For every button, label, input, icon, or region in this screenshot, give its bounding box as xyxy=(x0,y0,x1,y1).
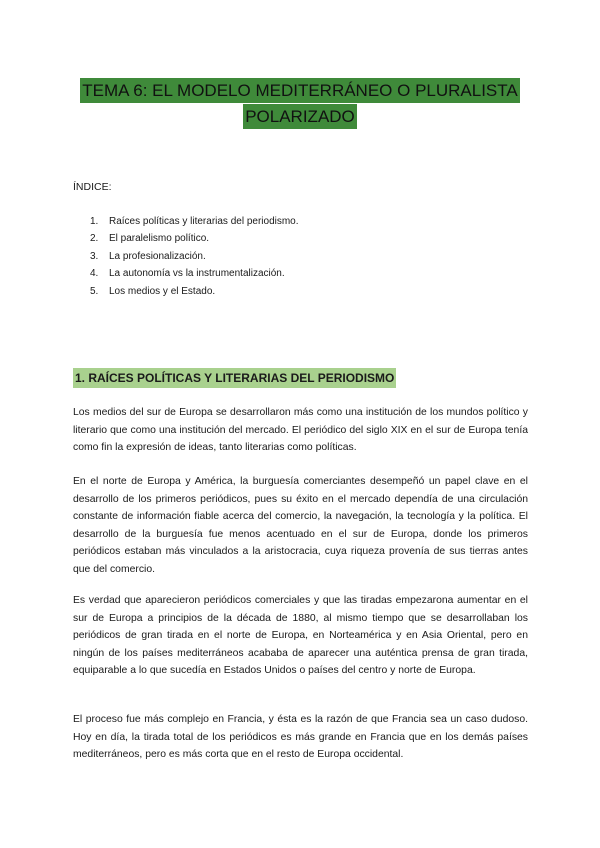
index-item: 2. El paralelismo político. xyxy=(90,233,210,245)
index-item: 3. La profesionalización. xyxy=(90,250,206,262)
index-list xyxy=(73,213,533,300)
paragraph: En el norte de Europa y América, la burguesía comerciantes desempeñó un papel clave en el desarrollo de los primeros periódicos, pues su éxito en el mercado dependía de una circulación constante de información fiable acerca del comercio, la navegación, la tecnología y la política. El desarrollo de la burguesía fue menos acentuado en el sur de Europa, donde los primeros periódicos estaban más vinculados a la aristocracia, cuya riqueza provenía de sus tierras antes que del comercio. xyxy=(73,476,528,575)
section-heading xyxy=(73,368,396,388)
index-item: 5. Los medios y el Estado. xyxy=(90,285,216,297)
paragraph: El proceso fue más complejo en Francia, y ésta es la razón de que Francia sea un caso dudoso. Hoy en día, la tirada total de los periódicos es más grande en Francia que en los demás países mediterráneos, pero es más corta que en el resto de Europa occidental. xyxy=(73,714,528,760)
paragraph: Es verdad que aparecieron periódicos comerciales y que las tiradas empezarona aumentar en el sur de Europa a principios de la década de 1880, al mismo tiempo que se desarrollaban los periódicos de gran tirada en el norte de Europa, en Norteamérica y en Asia Oriental, pero en ningún de los países mediterráneos acababa de aparecer una auténtica prensa de gran tirada, equiparable a lo que sucedía en Estados Unidos o países del centro y norte de Europa. xyxy=(73,595,528,676)
index-item: 1. Raíces políticas y literarias del periodismo. xyxy=(90,216,299,227)
paragraph: Los medios del sur de Europa se desarrollaron más como una institución de los mundos político y literario que como una institución del mercado. El periódico del siglo XIX en el sur de Europa tenía como fin la expresión de ideas, tanto literarias como políticas. xyxy=(73,407,528,453)
title-line-1: TEMA 6: EL MODELO MEDITERRÁNEO O PLURALISTA xyxy=(80,78,519,103)
index-label: ÍNDICE: xyxy=(73,181,112,193)
page-title xyxy=(0,78,600,130)
section-heading-text: 1. RAÍCES POLÍTICAS Y LITERARIAS DEL PERIODISMO xyxy=(73,368,396,388)
index-item: 4. La autonomía vs la instrumentalización. xyxy=(90,268,285,280)
title-line-2: POLARIZADO xyxy=(243,104,357,129)
